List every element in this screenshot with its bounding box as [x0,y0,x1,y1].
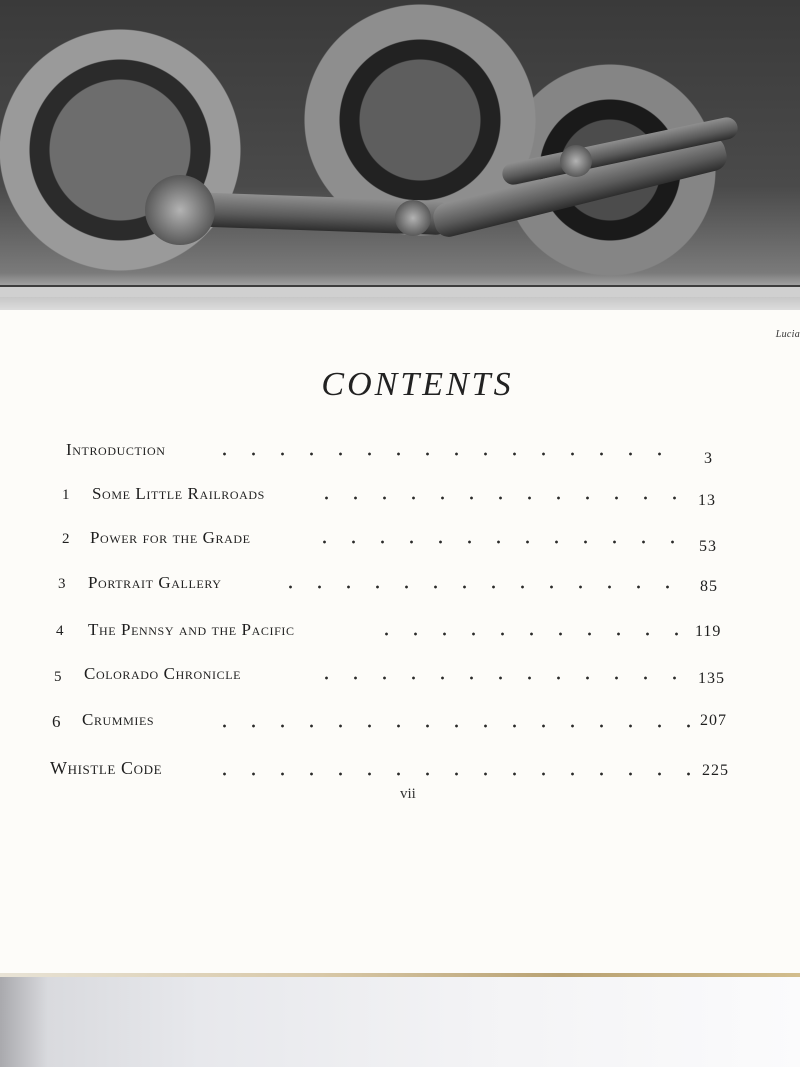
toc-entry-title: Some Little Railroads [92,484,265,503]
toc-entry-page: 13 [698,492,716,509]
locomotive-photo-plate [0,0,800,310]
toc-entry-page: 207 [700,712,727,729]
toc-entry-title: The Pennsy and the Pacific [88,620,295,639]
chapter-number: 3 [58,576,67,592]
toc-entry-whistle-code[interactable] [0,758,800,788]
dot-leader [312,496,682,500]
toc-entry-title: Crummies [82,710,155,729]
toc-entry-page: 53 [699,538,717,555]
toc-entry-chapter-2[interactable] [0,528,800,558]
dot-leader [312,676,690,680]
dot-leader [210,452,670,456]
chapter-number: 1 [62,487,71,503]
dot-leader [310,540,686,544]
bleed-through-text [52,740,57,760]
toc-entry-introduction[interactable] [0,440,800,470]
toc-entry-chapter-4[interactable] [0,620,800,650]
toc-entry-chapter-6[interactable] [0,710,800,740]
toc-entry-page: 119 [695,623,722,640]
dot-leader [276,585,686,589]
crank-pin [560,145,592,177]
wheel-hub [145,175,215,245]
toc-entry-page: 85 [700,578,718,595]
dot-leader [372,632,688,636]
toc-entry-chapter-5[interactable] [0,664,800,694]
toc-entry-title: Whistle Code [50,758,163,778]
page-folio: vii [400,786,416,802]
toc-entry-chapter-3[interactable] [0,573,800,603]
chapter-number: 6 [52,712,62,731]
toc-entry-title: Portrait Gallery [88,573,222,592]
toc-entry-title: Introduction [66,440,166,459]
photo-credit: Lucia [775,329,800,340]
toc-entry-title: Power for the Grade [90,528,251,547]
dot-leader [210,772,696,776]
toc-entry-title: Colorado Chronicle [84,664,242,683]
chapter-number: 5 [54,669,63,685]
table-surface [0,977,800,1067]
crank-pin [395,200,431,236]
page-title: CONTENTS [321,366,514,403]
toc-entry-page: 3 [704,450,713,467]
toc-entry-chapter-1[interactable] [0,484,800,514]
dot-leader [210,724,692,728]
toc-entry-page: 225 [702,762,729,779]
chapter-number: 2 [62,531,71,547]
chapter-number: 4 [56,623,65,639]
toc-entry-page: 135 [698,670,725,687]
rail [0,285,800,297]
